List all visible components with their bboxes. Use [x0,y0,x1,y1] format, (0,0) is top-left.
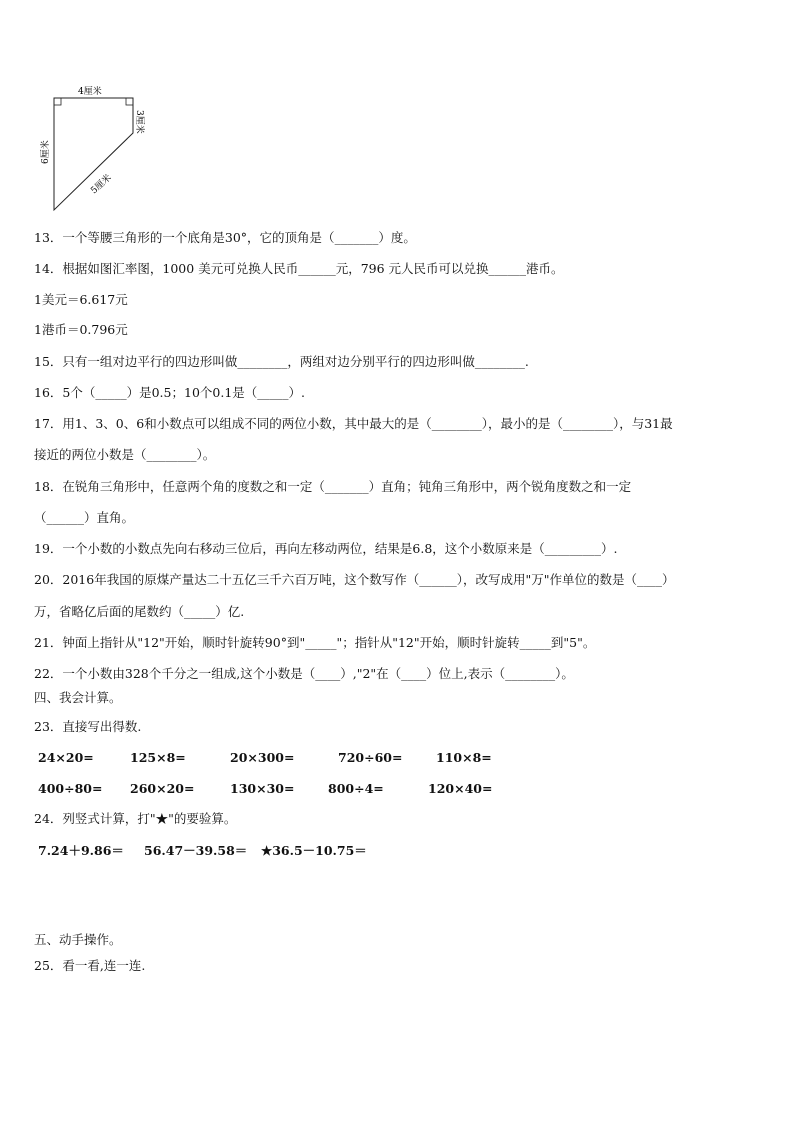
top-side-label: 4厘米 [78,87,102,97]
exchange-rate-hkd: 1港币＝0.796元 [34,322,128,337]
calc-item: 800÷4= [328,781,384,796]
question-19: 19．一个小数的小数点先向右移动三位后，再向左移动两位，结果是6.8，这个小数原来是（_________）. [34,541,618,556]
question-20-line-2: 万，省略亿后面的尾数约（_____）亿. [34,604,245,619]
question-25: 25．看一看,连一连. [34,958,146,973]
question-20-line-1: 20．2016年我国的原煤产量达二十五亿三千六百万吨，这个数写作（______），改写成用"万"作单位的数是（____） [34,572,675,587]
right-angle-mark-left [54,98,61,105]
question-24: 24．列竖式计算，打"★"的要验算。 [34,811,237,826]
calc-item: 720÷60= [338,750,403,765]
calc-item: 125×8= [130,750,186,765]
exchange-rate-usd: 1美元＝6.617元 [34,292,128,307]
calc-item: 120×40= [428,781,493,796]
question-23: 23．直接写出得数. [34,719,142,734]
question-15: 15．只有一组对边平行的四边形叫做________，两组对边分别平行的四边形叫做________. [34,354,529,369]
right-side-label: 3厘米 [134,110,144,134]
question-13: 13．一个等腰三角形的一个底角是30°，它的顶角是（_______）度。 [34,230,416,245]
question-17-line-2: 接近的两位小数是（________）。 [34,447,216,462]
question-14: 14．根据如图汇率图，1000 美元可兑换人民币______元，796 元人民币可以兑换______港币。 [34,261,564,276]
right-angle-mark-right [126,98,133,105]
calc-item: ★36.5－10.75＝ [261,843,367,858]
section-4-heading: 四、我会计算。 [34,690,122,705]
calc-row-2 [34,781,534,797]
calc-item: 400÷80= [38,781,103,796]
question-18-line-1: 18．在锐角三角形中，任意两个角的度数之和一定（_______）直角；钝角三角形中，两个锐角度数之和一定 [34,479,632,494]
question-16: 16．5个（_____）是0.5；10个0.1是（_____）. [34,385,305,400]
section-5-heading: 五、动手操作。 [34,932,122,947]
calc-item: 7.24＋9.86＝ [38,843,124,858]
question-22: 22．一个小数由328个千分之一组成,这个小数是（____）,"2"在（____）位上,表示（________）。 [34,666,574,681]
left-side-label: 6厘米 [41,140,51,164]
calc-row-1 [34,750,534,766]
calc-item: 130×30= [230,781,295,796]
question-17-line-1: 17．用1、3、0、6和小数点可以组成不同的两位小数，其中最大的是（________），最小的是（________），与31最 [34,416,673,431]
question-18-line-2: （______）直角。 [34,510,135,525]
calc-item: 260×20= [130,781,195,796]
question-21: 21．钟面上指针从"12"开始，顺时针旋转90°到"_____"；指针从"12"开始，顺时针旋转_____到"5"。 [34,635,596,650]
trapezoid-figure [34,76,169,216]
calc-item: 110×8= [436,750,492,765]
vertical-calc-row [34,843,534,859]
calc-item: 56.47－39.58＝ [144,843,248,858]
slant-side-label: 5厘米 [89,172,114,197]
calc-item: 24×20= [38,750,94,765]
calc-item: 20×300= [230,750,295,765]
